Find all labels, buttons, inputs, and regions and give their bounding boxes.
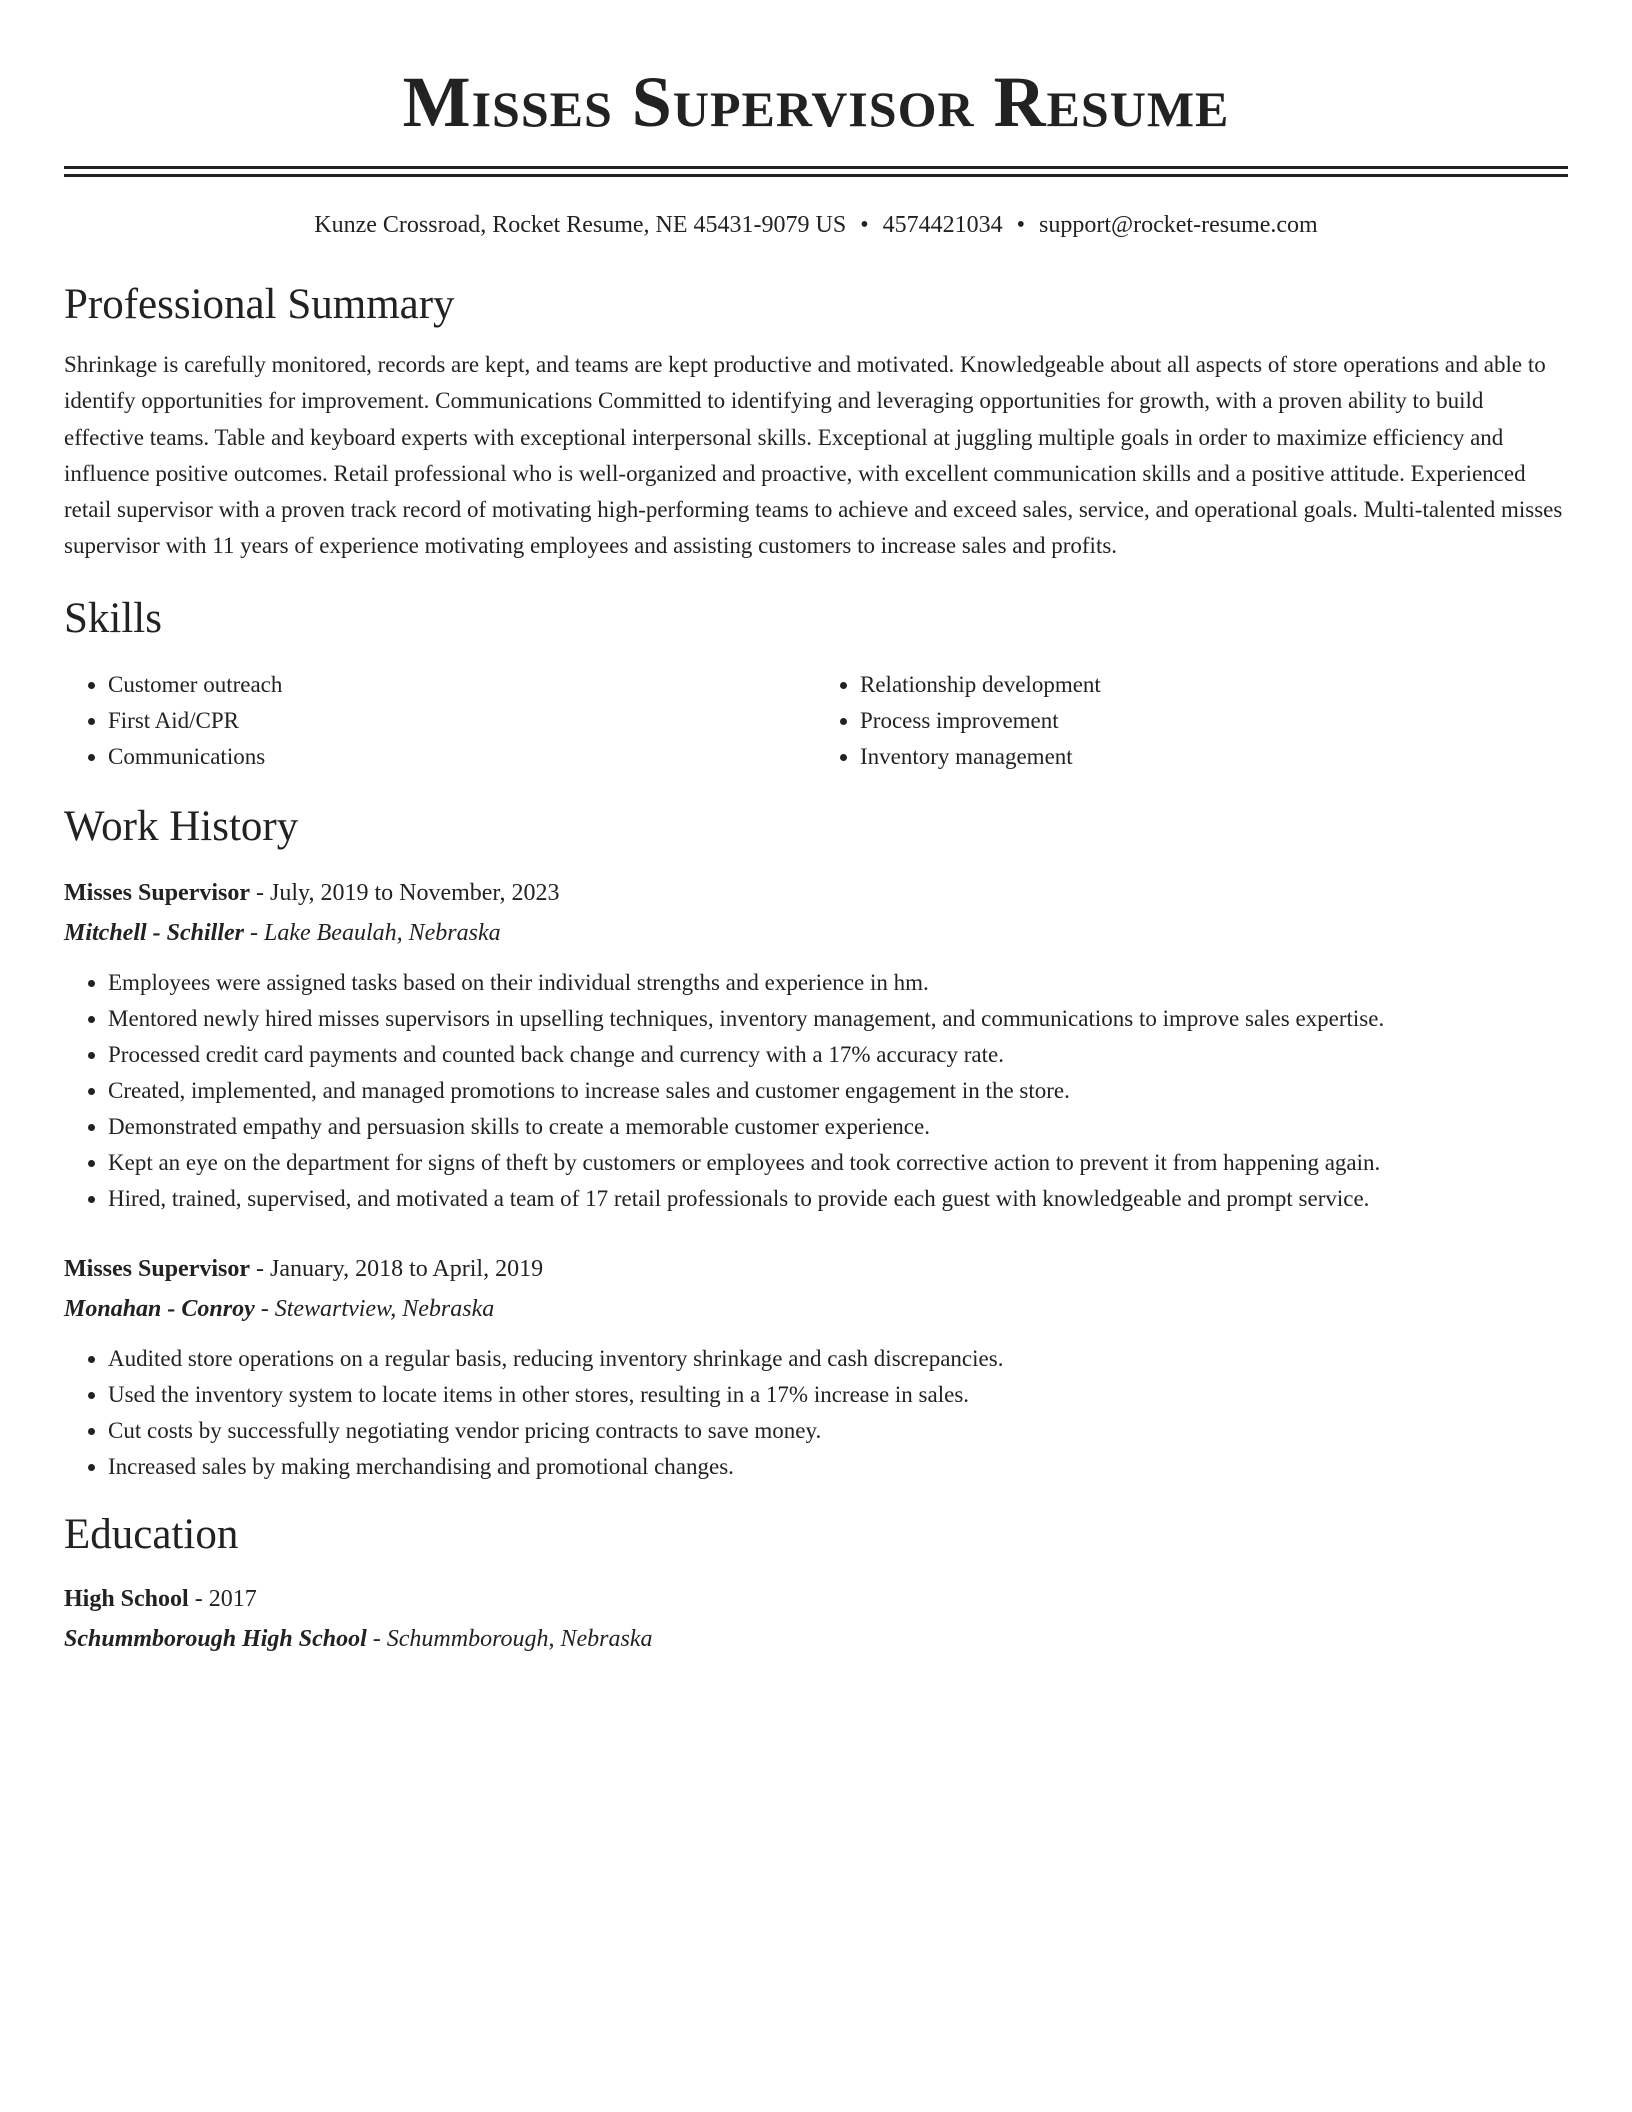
skills-heading: Skills bbox=[64, 594, 162, 642]
job-location: - Lake Beaulah, Nebraska bbox=[244, 919, 501, 946]
skill-item: • Inventory management bbox=[860, 739, 1568, 775]
education-school: Schummborough High School bbox=[64, 1625, 367, 1652]
work-history-heading: Work History bbox=[64, 802, 299, 850]
job-employer bbox=[64, 913, 1568, 953]
contact-phone: 4574421034 bbox=[882, 212, 1003, 238]
job-bullet: • Hired, trained, supervised, and motivated a team of 17 retail professionals to provide each guest with knowledgeable and prompt service. bbox=[108, 1181, 1568, 1217]
job-bullet: • Created, implemented, and managed promotions to increase sales and customer engagement in the store. bbox=[108, 1073, 1568, 1109]
work-history-section bbox=[64, 801, 1568, 1485]
education-location: - Schummborough, Nebraska bbox=[366, 1625, 653, 1652]
education-header bbox=[64, 1579, 1568, 1619]
job-employer bbox=[64, 1289, 1568, 1329]
summary-section bbox=[64, 279, 1568, 565]
job-bullets bbox=[64, 965, 1568, 1217]
job-bullets bbox=[64, 1341, 1568, 1485]
education-degree: High School bbox=[64, 1585, 189, 1612]
job-bullet: • Demonstrated empathy and persuasion skills to create a memorable customer experience. bbox=[108, 1109, 1568, 1145]
job-company: Mitchell - Schiller bbox=[64, 919, 244, 946]
contact-separator: • bbox=[1016, 212, 1026, 238]
job-location: - Stewartview, Nebraska bbox=[254, 1295, 495, 1322]
job-company: Monahan - Conroy bbox=[64, 1295, 255, 1322]
education-entry bbox=[64, 1579, 1568, 1659]
summary-text: Shrinkage is carefully monitored, records are kept, and teams are kept productive and motivated. Knowledgeable about all aspects of store operations and able to identify opportunities for improvement. Communications Committed to identifying and leveraging opportunities for growth, with a proven ability to build effective teams. Table and keyboard experts with exceptional interpersonal skills. Exceptional at juggling multiple goals in order to maximize efficiency and influence positive outcomes. Retail professional who is well-organized and proactive, with excellent communication skills and a positive attitude. Experienced retail supervisor with a proven track record of motivating high-performing teams to achieve and exceed sales, service, and operational goals. Multi-talented misses supervisor with 11 years of experience motivating employees and assisting customers to increase sales and profits. bbox=[64, 352, 1563, 559]
job-bullet: • Processed credit card payments and counted back change and currency with a 17% accuracy rate. bbox=[108, 1037, 1568, 1073]
job-dates: - January, 2018 to April, 2019 bbox=[250, 1255, 544, 1282]
job-entry bbox=[64, 1249, 1568, 1485]
education-year: - 2017 bbox=[188, 1585, 257, 1612]
resume-page bbox=[64, 0, 1568, 1659]
skill-item: • Communications bbox=[108, 739, 816, 775]
job-bullet: • Mentored newly hired misses supervisors in upselling techniques, inventory management, and communications to improve sales expertise. bbox=[108, 1001, 1568, 1037]
job-bullet: • Audited store operations on a regular basis, reducing inventory shrinkage and cash discrepancies. bbox=[108, 1341, 1568, 1377]
skill-item: • First Aid/CPR bbox=[108, 703, 816, 739]
skills-columns bbox=[64, 667, 1568, 775]
contact-separator: • bbox=[860, 212, 869, 238]
job-dates: - July, 2019 to November, 2023 bbox=[250, 879, 560, 906]
contact-address: Kunze Crossroad, Rocket Resume, NE 45431-9079 US bbox=[314, 212, 847, 238]
skill-item: • Relationship development bbox=[860, 667, 1568, 703]
contact-line bbox=[64, 209, 1568, 241]
job-header bbox=[64, 873, 1568, 913]
skills-section bbox=[64, 593, 1568, 775]
summary-heading: Professional Summary bbox=[64, 281, 455, 328]
education-heading: Education bbox=[64, 1510, 239, 1558]
job-bullet: • Cut costs by successfully negotiating vendor pricing contracts to save money. bbox=[108, 1413, 1568, 1449]
job-title: Misses Supervisor bbox=[64, 879, 250, 906]
education-section bbox=[64, 1509, 1568, 1659]
job-bullet: • Employees were assigned tasks based on their individual strengths and experience in hm. bbox=[108, 965, 1568, 1001]
job-title: Misses Supervisor bbox=[64, 1255, 250, 1282]
title-divider bbox=[64, 166, 1568, 177]
skills-list-left bbox=[64, 667, 816, 775]
education-institution bbox=[64, 1619, 1568, 1659]
skill-item: • Process improvement bbox=[860, 703, 1568, 739]
skills-list-right bbox=[816, 667, 1568, 775]
skill-item: • Customer outreach bbox=[108, 667, 816, 703]
job-entry bbox=[64, 873, 1568, 1217]
job-bullet: • Increased sales by making merchandising and promotional changes. bbox=[108, 1449, 1568, 1485]
job-header bbox=[64, 1249, 1568, 1289]
contact-email: support@rocket-resume.com bbox=[1039, 212, 1318, 238]
resume-title: Misses Supervisor Resume bbox=[402, 62, 1230, 142]
job-bullet: • Used the inventory system to locate items in other stores, resulting in a 17% increase in sales. bbox=[108, 1377, 1568, 1413]
job-bullet: • Kept an eye on the department for signs of theft by customers or employees and took corrective action to prevent it from happening again. bbox=[108, 1145, 1568, 1181]
